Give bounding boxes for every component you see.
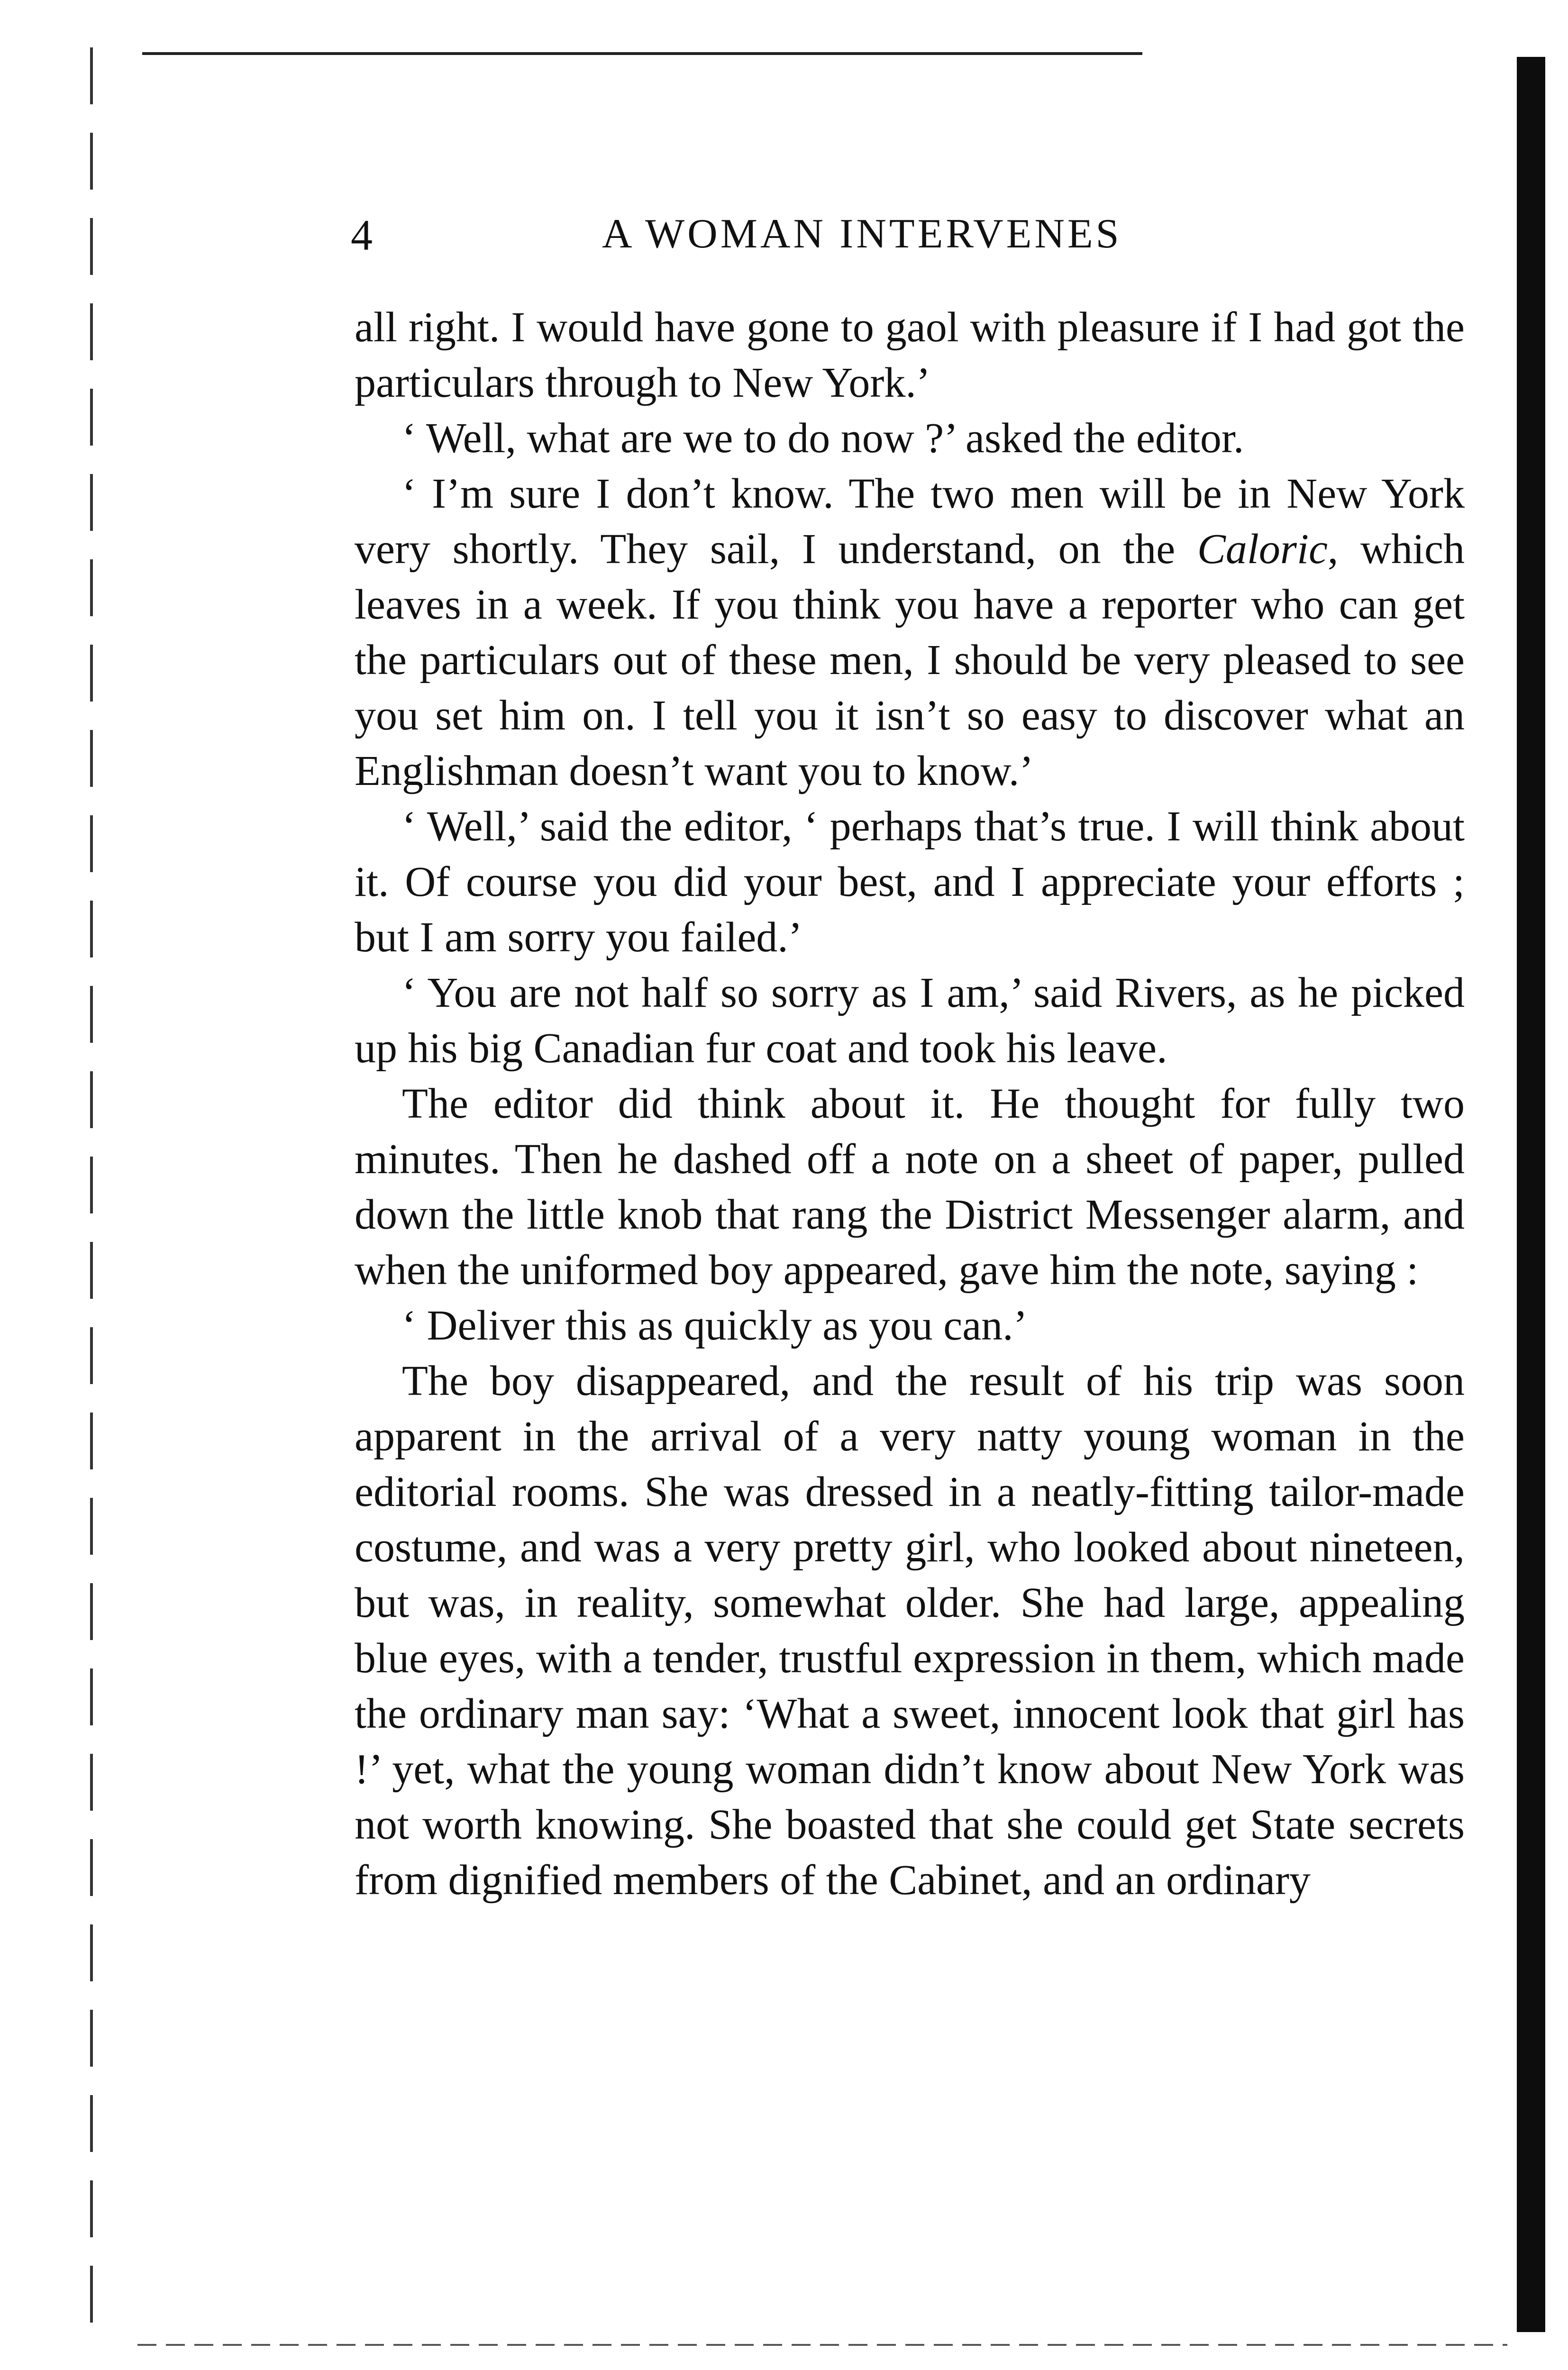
paragraph: ‘ I’m sure I don’t know. The two men will be in New York very shortly. They sail, I understand, on the Caloric, which leaves in a week. If you think you have a reporter who can get the particulars out of these men, I should be very pleased to see you set him on. I tell you it isn’t so easy to discover what an Englishman doesn’t want you to know.’ [355, 470, 1465, 794]
bottom-rule [137, 2344, 1507, 2346]
page-number: 4 [351, 211, 373, 259]
paragraph: ‘ You are not half so sorry as I am,’ said Rivers, as he picked up his big Canadian fur coat and took his leave. [355, 969, 1465, 1072]
paragraph: The boy disappeared, and the result of his trip was soon apparent in the arrival of a very natty young woman in the editorial rooms. She was dressed in a neatly-fitting tailor-made costume, and was a very pretty girl, who looked about nineteen, but was, in reality, somewhat older. She had large, appealing blue eyes, with a tender, trustful expression in them, which made the ordinary man say: ‘What a sweet, innocent look that girl has !’ yet, what the young woman didn’t know about New York was not worth knowing. She boasted that she could get State secrets from dignified members of the Cabinet, and an ordinary [355, 1358, 1465, 1904]
running-title: A WOMAN INTERVENES [602, 211, 1122, 257]
body-text [355, 300, 1465, 1908]
paragraph: ‘ Well, what are we to do now ?’ asked the editor. [402, 415, 1244, 462]
ship-name: Caloric [1197, 526, 1328, 573]
page-header [351, 199, 1469, 265]
left-scan-edge [90, 47, 93, 2346]
paragraph: all right. I would have gone to gaol with pleasure if I had got the particulars through to New York.’ [355, 304, 1465, 406]
paragraph: The editor did think about it. He thought for fully two minutes. Then he dashed off a note on a sheet of paper, pulled down the little knob that rang the District Messenger alarm, and when the uniformed boy appeared, gave him the note, saying : [355, 1080, 1465, 1294]
paragraph: ‘ Well,’ said the editor, ‘ perhaps that’s true. I will think about it. Of course you did your best, and I appreciate your efforts ; but I am sorry you failed.’ [355, 803, 1465, 961]
paragraph: ‘ Deliver this as quickly as you can.’ [402, 1302, 1028, 1349]
top-rule [142, 52, 1142, 55]
right-scan-edge [1517, 57, 1545, 2332]
